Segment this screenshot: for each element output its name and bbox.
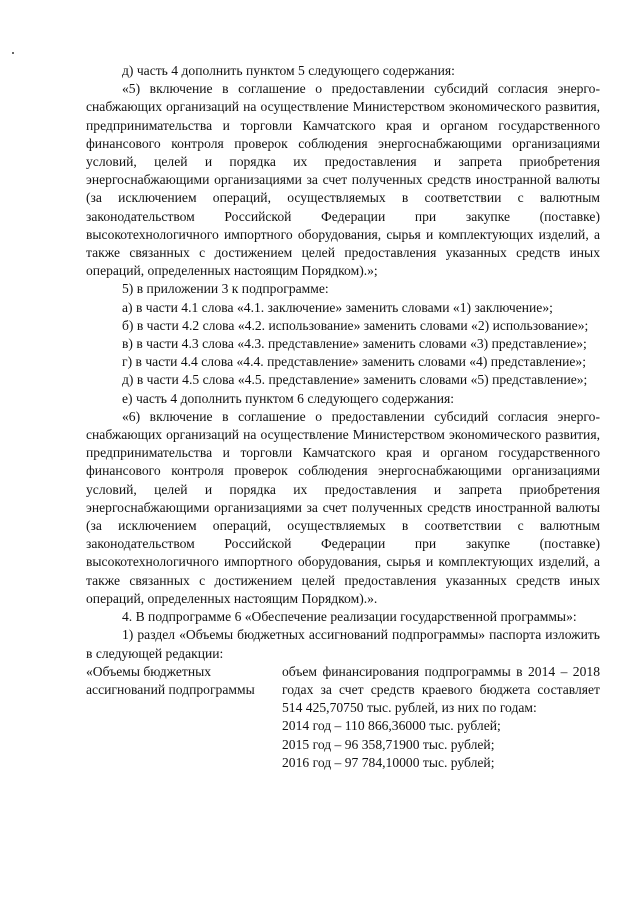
budget-year-2014: 2014 год – 110 866,36000 тыс. рублей; — [282, 718, 501, 734]
paragraph-part45: д) в части 4.5 слова «4.5. представление» заменить словами «5) представление»; — [122, 372, 588, 388]
budget-intro: объем финансирования подпрограммы в 2014 – 2018 годах за счет средств краевого бюджета составляет 514 425,70750 тыс. рублей, из них по годам: — [282, 663, 600, 716]
paragraph-subprogram6: 4. В подпрограмме 6 «Обеспечение реализации государственной программы»: — [122, 609, 577, 625]
paragraph-item6-text: «6) включение в соглашение о предоставлении субсидий согласия энергоснабжающих организаций на осуществление Министерством экономического развития, предпринимательства и торговли Камчатского края и органом государственного финансового контроля проверок соблюдения энергоснабжающими организациями условий, целей и порядка их предоставления и запрета приобретения энергоснабжающими организациями за счет полученных средств иностранной валюты (за исключением операций, осуществляемых в соответствии с валютным законодательством Российской Федерации при закупке (поставке) высокотехнологичного импортного оборудования, сырья и комплектующих изделий, а также связанных с достижением целей предоставления указанных средств иных операций, определенных настоящим Порядком).». — [86, 408, 600, 606]
budget-table-label-cell: «Объемы бюджетных ассигнований подпрограммы — [86, 663, 255, 697]
scan-speck — [12, 52, 14, 54]
budget-table-value-cell — [282, 663, 600, 772]
paragraph-section-budget: 1) раздел «Объемы бюджетных ассигнований подпрограммы» паспорта изложить в следующей редакции: — [86, 627, 600, 661]
budget-year-2015: 2015 год – 96 358,71900 тыс. рублей; — [282, 736, 495, 752]
paragraph-part4-item5-intro: д) часть 4 дополнить пунктом 5 следующего содержания: — [122, 63, 455, 78]
paragraph-item5-text: «5) включение в соглашение о предоставлении субсидий согласия энергоснабжающих организаций на осуществление Министерством экономического развития, предпринимательства и торговли Камчатского края и органом государственного финансового контроля проверок соблюдения энергоснабжающими организациями условий, целей и порядка их предоставления и запрета приобретения энергоснабжающими организациями за счет полученных средств иностранной валюты (за исключением операций, осуществляемых в соответствии с валютным законодательством Российской Федерации при закупке (поставке) высокотехнологичного импортного оборудования, сырья и комплектующих изделий, а также связанных с достижением целей предоставления указанных средств иных операций, определенных настоящим Порядком).»; — [86, 81, 600, 279]
paragraph-part44: г) в части 4.4 слова «4.4. представление» заменить словами «4) представление»; — [122, 354, 586, 370]
paragraph-appendix3-intro: 5) в приложении 3 к подпрограмме: — [122, 281, 329, 297]
paragraph-part43: в) в части 4.3 слова «4.3. представление» заменить словами «3) представление»; — [122, 336, 587, 352]
budget-table — [86, 663, 600, 772]
paragraph-part42: б) в части 4.2 слова «4.2. использование» заменить словами «2) использование»; — [122, 317, 589, 333]
budget-year-2016: 2016 год – 97 784,10000 тыс. рублей; — [282, 754, 495, 770]
paragraph-part4-item6-intro: е) часть 4 дополнить пунктом 6 следующего содержания: — [122, 390, 455, 406]
document-body — [86, 62, 600, 772]
paragraph-part41: а) в части 4.1 слова «4.1. заключение» заменить словами «1) заключение»; — [122, 299, 553, 315]
